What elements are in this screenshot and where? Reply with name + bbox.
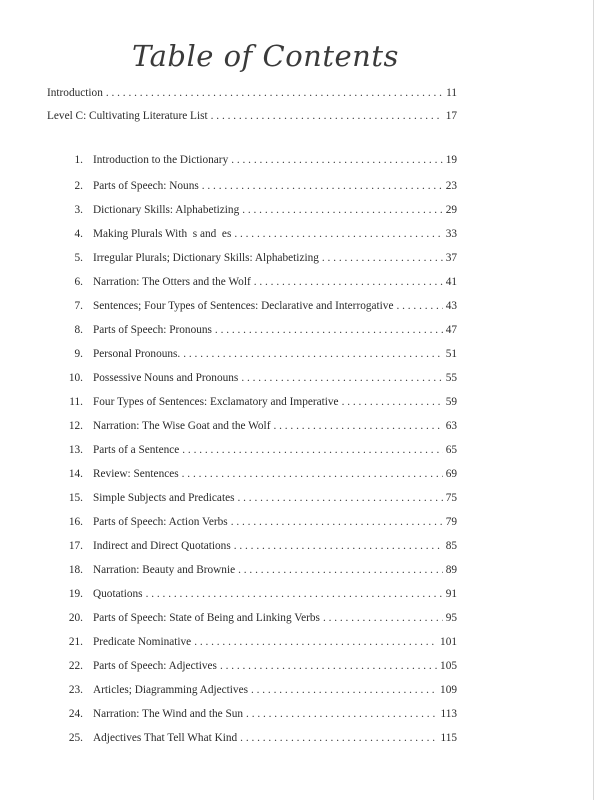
dot-leader <box>241 369 442 387</box>
chapter-page: 33 <box>445 228 457 240</box>
toc-chapter-entry <box>55 201 457 219</box>
chapter-page: 65 <box>445 444 457 456</box>
chapter-number: 18. <box>68 564 83 576</box>
dot-leader <box>396 297 442 315</box>
chapter-page: 23 <box>445 180 457 192</box>
dot-leader <box>194 633 437 651</box>
chapter-page: 43 <box>445 300 457 312</box>
dot-leader <box>322 249 443 267</box>
chapter-title: Parts of Speech: Action Verbs <box>93 516 228 528</box>
toc-entry-label: Level C: Cultivating Literature List <box>47 110 208 122</box>
chapter-title: Quotations <box>93 588 143 600</box>
chapter-number: 1. <box>74 154 83 166</box>
chapter-title: Introduction to the Dictionary <box>93 154 229 166</box>
chapter-page: 51 <box>445 348 457 360</box>
chapter-number: 16. <box>68 516 83 528</box>
chapter-title: Articles; Diagramming Adjectives <box>93 684 248 696</box>
chapter-title: Sentences; Four Types of Sentences: Declarative and Interrogative <box>93 300 394 312</box>
dot-leader <box>240 729 437 747</box>
dot-leader <box>211 107 443 125</box>
dot-leader <box>234 225 442 243</box>
chapter-page: 75 <box>445 492 457 504</box>
chapter-number: 21. <box>68 636 83 648</box>
chapter-title: Predicate Nominative <box>93 636 192 648</box>
chapter-number: 11. <box>69 396 83 408</box>
toc-chapter-entry <box>55 705 457 723</box>
dot-leader <box>202 177 443 195</box>
chapter-number: 25. <box>68 732 83 744</box>
toc-chapter-entry <box>55 681 457 699</box>
chapter-page: 29 <box>445 204 457 216</box>
dot-leader <box>246 705 437 723</box>
dot-leader <box>231 513 443 531</box>
chapter-number: 15. <box>68 492 83 504</box>
chapter-page: 85 <box>445 540 457 552</box>
chapter-number: 8. <box>74 324 83 336</box>
chapter-number: 19. <box>68 588 83 600</box>
toc-chapter-entry <box>55 177 457 195</box>
chapter-title: Making Plurals With s and es <box>93 228 232 240</box>
chapter-title: Parts of Speech: Nouns <box>93 180 199 192</box>
toc-chapter-entry <box>55 657 457 675</box>
toc-chapter-entry <box>55 609 457 627</box>
toc-chapter-entry <box>55 369 457 387</box>
chapter-number: 5. <box>74 252 83 264</box>
dot-leader <box>238 561 443 579</box>
toc-entry-literature-list <box>47 107 457 125</box>
dot-leader <box>231 151 442 169</box>
chapter-title: Narration: Beauty and Brownie <box>93 564 236 576</box>
toc-chapter-entry <box>55 633 457 651</box>
chapter-page: 37 <box>445 252 457 264</box>
toc-entry-page: 17 <box>445 110 457 122</box>
chapter-title: Adjectives That Tell What Kind <box>93 732 238 744</box>
chapter-title: Review: Sentences <box>93 468 179 480</box>
chapter-number: 7. <box>74 300 83 312</box>
toc-chapter-entry <box>55 345 457 363</box>
chapter-page: 69 <box>445 468 457 480</box>
chapter-page: 113 <box>440 708 457 720</box>
chapter-title: Parts of Speech: Pronouns <box>93 324 212 336</box>
toc-chapter-entry <box>55 465 457 483</box>
dot-leader <box>251 681 437 699</box>
dot-leader <box>220 657 437 675</box>
dot-leader <box>342 393 443 411</box>
dot-leader <box>106 84 443 102</box>
dot-leader <box>215 321 443 339</box>
chapter-number: 9. <box>74 348 83 360</box>
chapter-page: 91 <box>445 588 457 600</box>
chapter-number: 10. <box>68 372 83 384</box>
chapter-number: 13. <box>68 444 83 456</box>
dot-leader <box>146 585 443 603</box>
toc-chapter-entry <box>55 417 457 435</box>
chapter-page: 89 <box>445 564 457 576</box>
chapter-number: 4. <box>74 228 83 240</box>
toc-chapter-entry <box>55 151 457 169</box>
chapter-title: Four Types of Sentences: Exclamatory and Imperative <box>93 396 339 408</box>
toc-entry-label: Introduction <box>47 87 103 99</box>
toc-chapter-entry <box>55 513 457 531</box>
toc-chapter-entry <box>55 273 457 291</box>
chapter-title: Parts of Speech: Adjectives <box>93 660 217 672</box>
dot-leader <box>183 345 442 363</box>
chapter-number: 17. <box>68 540 83 552</box>
toc-entry-introduction <box>47 84 457 102</box>
chapter-page: 63 <box>445 420 457 432</box>
toc-chapter-entry <box>55 585 457 603</box>
chapter-title: Possessive Nouns and Pronouns <box>93 372 239 384</box>
toc-chapter-entry <box>55 561 457 579</box>
chapter-title: Dictionary Skills: Alphabetizing <box>93 204 240 216</box>
chapter-number: 23. <box>68 684 83 696</box>
toc-chapter-entry <box>55 489 457 507</box>
chapter-title: Parts of Speech: State of Being and Linking Verbs <box>93 612 320 624</box>
dot-leader <box>234 537 443 555</box>
chapter-page: 41 <box>445 276 457 288</box>
chapter-title: Narration: The Otters and the Wolf <box>93 276 251 288</box>
chapter-number: 24. <box>68 708 83 720</box>
chapter-number: 22. <box>68 660 83 672</box>
dot-leader <box>182 441 442 459</box>
chapter-title: Narration: The Wise Goat and the Wolf <box>93 420 271 432</box>
chapter-page: 95 <box>445 612 457 624</box>
chapter-number: 3. <box>74 204 83 216</box>
toc-chapter-entry <box>55 321 457 339</box>
chapter-page: 79 <box>445 516 457 528</box>
toc-chapter-entry <box>55 441 457 459</box>
chapter-number: 12. <box>68 420 83 432</box>
toc-chapter-entry <box>55 249 457 267</box>
chapter-page: 19 <box>445 154 457 166</box>
toc-entry-page: 11 <box>446 87 457 99</box>
page-title: Table of Contents <box>132 39 399 74</box>
chapter-title: Irregular Plurals; Dictionary Skills: Alphabetizing <box>93 252 319 264</box>
chapter-page: 105 <box>440 660 457 672</box>
toc-chapter-entry <box>55 537 457 555</box>
chapter-page: 55 <box>445 372 457 384</box>
chapter-page: 101 <box>440 636 457 648</box>
chapter-title: Personal Pronouns. <box>93 348 181 360</box>
chapter-title: Simple Subjects and Predicates <box>93 492 235 504</box>
toc-chapter-entry <box>55 225 457 243</box>
chapter-number: 6. <box>74 276 83 288</box>
dot-leader <box>242 201 442 219</box>
chapter-title: Indirect and Direct Quotations <box>93 540 231 552</box>
chapter-title: Narration: The Wind and the Sun <box>93 708 244 720</box>
toc-chapter-entry <box>55 729 457 747</box>
dot-leader <box>254 273 443 291</box>
chapter-number: 2. <box>74 180 83 192</box>
chapter-title: Parts of a Sentence <box>93 444 180 456</box>
toc-chapter-entry <box>55 393 457 411</box>
dot-leader <box>323 609 443 627</box>
dot-leader <box>182 465 443 483</box>
chapter-page: 59 <box>445 396 457 408</box>
chapter-page: 109 <box>440 684 457 696</box>
chapter-page: 115 <box>440 732 457 744</box>
dot-leader <box>238 489 443 507</box>
chapter-number: 14. <box>68 468 83 480</box>
dot-leader <box>273 417 442 435</box>
chapter-number: 20. <box>68 612 83 624</box>
toc-chapter-entry <box>55 297 457 315</box>
chapter-page: 47 <box>445 324 457 336</box>
